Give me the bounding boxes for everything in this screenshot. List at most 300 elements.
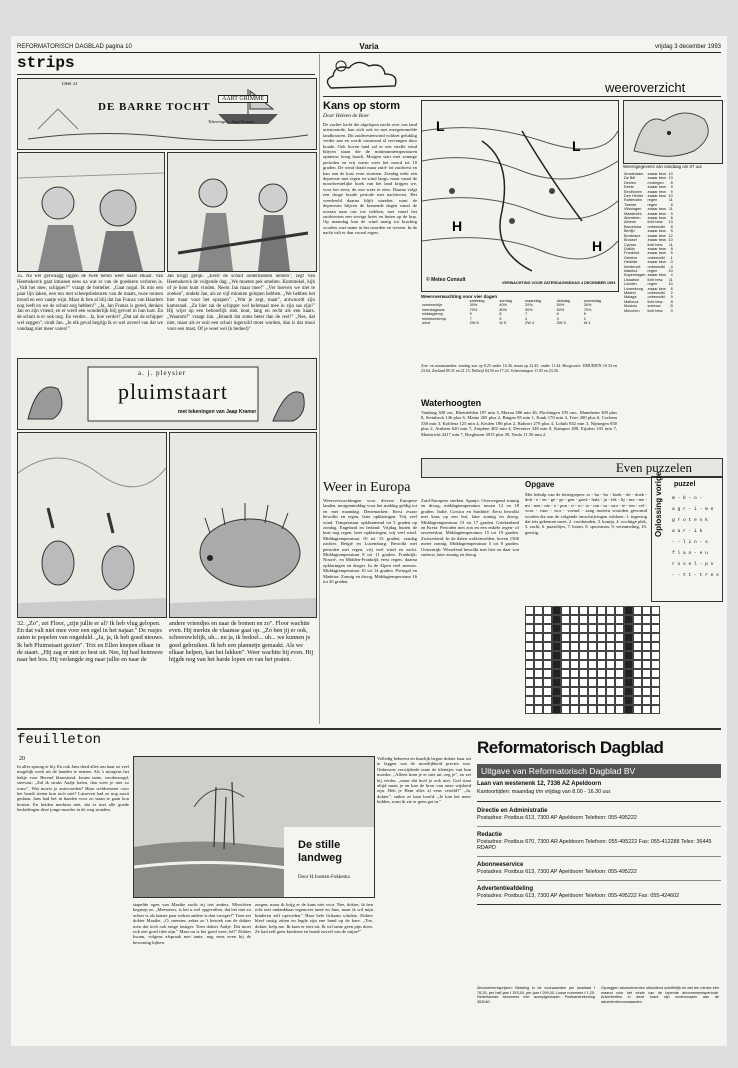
puzzle-cell[interactable]	[543, 624, 552, 633]
puzzle-cell[interactable]	[543, 696, 552, 705]
city-condition: onbewolkt	[647, 290, 665, 295]
puzzle-cell[interactable]	[570, 669, 579, 678]
feuilleton-col2b: zorgen, maar ik krijg er de kans niet voor. Nee, dokter, ik ben echt niet ondankbaar tegenover tante en Jans, maar ik wil mijn kinderen zelf opvoeden." Haar hele lichaam schokte. Dokter bleef rustig zitten en legde zijn ene hand op de hare. „Toe, dokter, help me. Ik kom er niet uit. Ik wil tante geen pijn doen. Ze had zelf geen kinderen en houdt zoveel van de mijne!"	[255, 902, 373, 935]
puzzle-cell[interactable]	[606, 696, 615, 705]
colophon-divider	[477, 904, 721, 905]
forecast-value: ZW 5	[556, 321, 566, 326]
colophon-section-line: Postadres: Postbus 613, 7300 AP Apeldoorn Telefoon: 055-495222 Fax: 055-424602	[477, 893, 680, 899]
puzzle-cell[interactable]	[570, 624, 579, 633]
city-temp: 0	[670, 308, 673, 313]
city-condition: zwaar bew.	[647, 273, 667, 278]
puzzle-cell[interactable]	[597, 642, 606, 651]
puzzle-cell[interactable]	[552, 705, 561, 714]
forecast-day: maandag	[525, 299, 541, 303]
puzzle-cell[interactable]	[561, 615, 570, 624]
puzzle-cell[interactable]	[597, 696, 606, 705]
puzzle-cell[interactable]	[642, 615, 651, 624]
forecast-day: woensdag	[583, 299, 602, 303]
puzzle-cell[interactable]	[552, 687, 561, 696]
puzzle-cell[interactable]	[534, 696, 543, 705]
puzzle-cell[interactable]	[588, 678, 597, 687]
puzzle-cell[interactable]	[534, 633, 543, 642]
puzzle-cell[interactable]	[615, 624, 624, 633]
puzzle-cell[interactable]	[597, 705, 606, 714]
svg-text:L: L	[572, 138, 581, 154]
puzzle-cell[interactable]	[561, 678, 570, 687]
city-temp: 8	[670, 180, 673, 185]
colophon-section	[477, 832, 721, 851]
puzzle-cell[interactable]	[615, 696, 624, 705]
city-condition: zwaar bew.	[647, 176, 667, 181]
puzzle-cell[interactable]	[543, 642, 552, 651]
forecast-value: 7	[525, 312, 528, 317]
puzzle-cell[interactable]	[642, 633, 651, 642]
feuilleton-col2: stapelde ogen van Maaike zocht zij iets anders. Misschien begreep ze. „Meesteres, is het u wel opgevallen, dat het niet zo achter is als laatste paar weken andere is dan vroeger?" Toen zei dokter Maaike. „O, meester, zeker zo 't bezoek van de dokter toen dat toch ook enige lastiger. Toen dokter Aadje. Dat moet ook een goed idee zijn." Maar nu is het goed weer, hè!" Dokter kwam, volgens afspraak met tante, nog eens even bij de bewoning kijken.	[133, 902, 251, 945]
puzzle-cell[interactable]	[642, 669, 651, 678]
city-condition: zwaar bew.	[647, 194, 667, 199]
colophon-fine-print-left: Abonnementsprijzen: Betaling in de voorwaarden per kwartaal f 78,25, per half jaar f 153,50, per jaar f 299,00. Losse nummers f 1,25. Nederlandse abonnees met acceptgirokaart. Postbankrekening 353040.	[477, 986, 595, 1004]
city-condition: zwaar bew.	[647, 172, 667, 176]
puzzle-cell[interactable]	[534, 678, 543, 687]
puzzle-cell[interactable]	[633, 651, 642, 660]
colophon-section	[477, 886, 721, 899]
puzzle-cell[interactable]	[543, 669, 552, 678]
puzzle-cell[interactable]	[579, 633, 588, 642]
puzzle-cell[interactable]	[525, 660, 534, 669]
puzzle-cell[interactable]	[606, 606, 615, 615]
puzzle-cell[interactable]	[606, 705, 615, 714]
puzzle-cell[interactable]	[651, 633, 660, 642]
city-name: Cyprus	[624, 242, 637, 247]
puzzle-cell[interactable]	[588, 624, 597, 633]
feuilleton-photo	[133, 756, 375, 898]
puzzle-cell[interactable]	[606, 642, 615, 651]
puzzle-cell[interactable]	[588, 669, 597, 678]
puzzle-cell[interactable]	[606, 660, 615, 669]
city-name: Maastricht	[624, 211, 642, 216]
puzzle-cell[interactable]	[633, 678, 642, 687]
puzzle-cell[interactable]	[579, 705, 588, 714]
puzzle-cell[interactable]	[525, 615, 534, 624]
puzzle-cell[interactable]	[525, 651, 534, 660]
puzzle-cell[interactable]	[597, 660, 606, 669]
puzzle-cell[interactable]	[543, 687, 552, 696]
puzzle-cell[interactable]	[642, 624, 651, 633]
puzzle-cell[interactable]	[642, 660, 651, 669]
puzzle-cell[interactable]	[633, 660, 642, 669]
puzzle-cell[interactable]	[606, 633, 615, 642]
puzzle-cell[interactable]	[588, 642, 597, 651]
puzzle-cell[interactable]	[633, 606, 642, 615]
puzzle-cell[interactable]	[597, 606, 606, 615]
puzzle-cell[interactable]	[615, 705, 624, 714]
puzzle-cell[interactable]	[651, 687, 660, 696]
puzzle-cell[interactable]	[552, 624, 561, 633]
puzzle-cell[interactable]	[543, 705, 552, 714]
puzzle-cell[interactable]	[642, 642, 651, 651]
puzzle-cell[interactable]	[633, 705, 642, 714]
puzzle-cell[interactable]	[624, 705, 633, 714]
city-name: Istanbul	[624, 268, 638, 273]
barre-tocht-drawing-2	[167, 152, 317, 272]
puzzle-cell[interactable]	[534, 705, 543, 714]
puzzle-cell[interactable]	[543, 615, 552, 624]
oplossing-line: a g r - i - m e	[672, 507, 714, 512]
puzzle-cell[interactable]	[588, 660, 597, 669]
puzzle-cell[interactable]	[534, 660, 543, 669]
map-caption: VERWACHTING VOOR ZATERDAGMIDDAG 4 DECEMBER 1993	[502, 281, 616, 285]
waterhoogten-body: Vandaag 308 cm., Rheinfelden 197 min 3, Maxau 386 min 26, Plochingen 195 onv., Mannheim 309 plus 8, Steinbach 146 plus 6, Mainz 265 plus 2, Bingen 95 min 1, Kaub 170 min 4, Trier 200 plus 6, Cochem 338 min 3, Koblenz 125 min 4, Keulen 186 plus 2, Ruhrort 279 plus 4, Lobith 832 min 3, Nijmegen 830 plus 2, Arnhem 620 min 7, Zutphen 482 min 4, Deventer 348 min 8, Kampen 288, Eijsden 103 min 7, Maastricht 4417 min 7, Borgharen 3915 plus 39, Venlo 11.50 min 2.	[421, 410, 617, 437]
puzzle-cell[interactable]	[525, 687, 534, 696]
city-name: Eelde	[624, 185, 634, 190]
puzzle-cell[interactable]	[543, 678, 552, 687]
header-section: Varia	[359, 42, 379, 51]
feuilleton-number: 20	[19, 756, 25, 762]
city-name: Genève	[624, 255, 638, 260]
puzzle-cell[interactable]	[651, 642, 660, 651]
city-temp: 5	[670, 229, 673, 234]
city-condition: zwaar bew.	[647, 185, 667, 190]
colophon-section-line: Postadres: Postbus 670, 7300 AR Apeldoorn Telefoon: 055-495222 Fax: 055-412288 Telex: 36445 RDAPD	[477, 839, 712, 851]
puzzle-cell[interactable]	[579, 606, 588, 615]
city-name: Lissabon	[624, 277, 640, 282]
puzzle-cell[interactable]	[624, 606, 633, 615]
barre-tocht-text-1: 35. Na wel gerwaagg liggen de twee beton weer naast elkaar. Van Heemskerck gaat intussen eens na wat er van de goederen verloren is. „Valt het mee, schipper?" vraagt de botteller. „Gaat nogal. Ik mis een paar lijn laken, een ton met scheepsbeleuren van de maats, twee tonnen brood en een vaatje wijn. Maar ik ben al blij dat Jan Fransz van Haarlem nog leeft en we de schuit nog hebben!" „Ja, Jan Fransz is gered, denken Jan en zijn vriend, en er werd een wonderlijk blij gevoel in hun hart. En de schuit is er ook nog. En verder... Ja, hoe verder? „Dat zal de schipper wel zeggen", vindt Jan. „In elk geval begrijp ik er wel zoveel van dat we vandaag niet meer varen!"	[17, 274, 163, 333]
feuilleton-novel-author: Door H.Joosten-Fokkema	[298, 875, 350, 880]
colophon-section-title: Directie en Administratie	[477, 808, 548, 814]
puzzle-cell[interactable]	[570, 615, 579, 624]
newspaper-page	[11, 36, 727, 1046]
forecast-value: 50%	[556, 303, 565, 308]
puzzle-cell[interactable]	[633, 642, 642, 651]
forecast-table	[421, 294, 617, 362]
city-condition: zwaar bew.	[647, 229, 667, 234]
city-weather-grid	[623, 172, 674, 313]
even-puzzelen-banner	[421, 458, 723, 478]
puzzle-cell[interactable]	[651, 705, 660, 714]
map-credit: © Meteo Consult	[426, 277, 466, 283]
colophon-hours: Kantoortijden: maandag t/m vrijdag van 8.00 - 16.30 uur.	[477, 789, 612, 795]
sailors-drawing	[18, 153, 164, 271]
waterhoogten-title: Waterhoogten	[421, 398, 482, 408]
city-name: Dublin	[624, 246, 635, 251]
puzzle-cell[interactable]	[606, 624, 615, 633]
city-temp: 5	[670, 251, 673, 256]
puzzle-cell[interactable]	[525, 705, 534, 714]
puzzle-cell[interactable]	[534, 615, 543, 624]
puzzle-cell[interactable]	[624, 687, 633, 696]
puzzle-cell[interactable]	[624, 642, 633, 651]
column-divider	[319, 54, 320, 724]
puzzle-cell[interactable]	[597, 633, 606, 642]
puzzle-cell[interactable]	[543, 633, 552, 642]
ship-illustration	[18, 79, 316, 149]
puzzle-cell[interactable]	[561, 633, 570, 642]
puzzle-cell[interactable]	[561, 660, 570, 669]
city-name: Twente	[624, 202, 637, 207]
city-name: Innsbruck	[624, 264, 641, 269]
city-name: Barcelona	[624, 224, 642, 229]
city-condition: regen	[647, 198, 658, 203]
puzzle-cell[interactable]	[534, 687, 543, 696]
feuilleton-col3: Volledig beheerst en haarlijk begon dokter haar uit te leggen wat de moeilijkheid precies was. Onbewust verwijderde tante de kleintjes van hun moeder. „Alleen kom je er niet uit, zeg je", zo zei hij verder, „maar dat hoef je ook niet. God staat altijd naast je en kan de bron van onze wijsheid zijn. Heb je Hem alles al eens verteld?" „Ja, dokter", snikte ze haar hoofd. „Je kan het meer bidden, want ik zie er geen gat in."	[377, 756, 471, 805]
city-condition: onbewolkt	[647, 264, 665, 269]
forecast-row-label: wind	[422, 321, 430, 326]
puzzle-cell[interactable]	[642, 651, 651, 660]
puzzle-cell[interactable]	[552, 660, 561, 669]
city-temp: 8	[670, 202, 673, 207]
pluimstaart-title: pluimstaart	[118, 379, 228, 404]
svg-text:L: L	[436, 118, 445, 134]
puzzle-cell[interactable]	[651, 678, 660, 687]
city-table-title: Weersgegevens van vandaag om 07 uur	[623, 164, 703, 169]
barre-tocht-drawing-1	[17, 152, 165, 272]
puzzle-cell[interactable]	[597, 687, 606, 696]
puzzel-section-label: Even puzzelen	[615, 460, 692, 475]
puzzle-cell[interactable]	[606, 678, 615, 687]
puzzle-cell[interactable]	[615, 633, 624, 642]
puzzle-cell[interactable]	[588, 615, 597, 624]
puzzle-cell[interactable]	[588, 633, 597, 642]
puzzle-cell[interactable]	[561, 606, 570, 615]
colophon-divider	[477, 880, 721, 881]
puzzle-cell[interactable]	[552, 606, 561, 615]
city-condition: zwaar bew.	[647, 216, 667, 221]
city-name: De Bilt	[624, 176, 636, 181]
puzzle-cell[interactable]	[597, 624, 606, 633]
colophon-section	[477, 862, 721, 875]
puzzle-cell[interactable]	[534, 606, 543, 615]
city-name: Luxemburg	[624, 286, 643, 291]
puzzle-cell[interactable]	[570, 678, 579, 687]
puzzle-cell[interactable]	[606, 687, 615, 696]
puzzle-cell[interactable]	[534, 642, 543, 651]
puzzle-cell[interactable]	[543, 660, 552, 669]
puzzle-cell[interactable]	[561, 624, 570, 633]
puzzle-cell[interactable]	[552, 615, 561, 624]
puzzle-cell[interactable]	[633, 687, 642, 696]
puzzle-cell[interactable]	[570, 696, 579, 705]
puzzle-cell[interactable]	[525, 696, 534, 705]
europe-outline	[624, 101, 722, 163]
puzzle-cell[interactable]	[588, 696, 597, 705]
puzzle-cell[interactable]	[588, 687, 597, 696]
forecast-value: 70%	[583, 307, 592, 312]
puzzle-cell[interactable]	[615, 651, 624, 660]
puzzle-cell[interactable]	[588, 651, 597, 660]
city-row	[623, 309, 674, 313]
puzzle-cell[interactable]	[624, 651, 633, 660]
puzzle-cell[interactable]	[561, 651, 570, 660]
puzzle-cell[interactable]	[570, 633, 579, 642]
city-temp: 11	[668, 277, 673, 282]
puzzle-cell[interactable]	[579, 615, 588, 624]
city-temp: 9	[670, 295, 673, 300]
city-condition: onbewolkt	[647, 295, 665, 300]
city-temp: 11	[668, 242, 673, 247]
city-condition: licht bew.	[647, 242, 664, 247]
pluimstaart-drawing-1	[17, 432, 167, 618]
puzzle-cell[interactable]	[579, 669, 588, 678]
city-temp: 8	[670, 246, 673, 251]
city-temp: 2	[670, 290, 673, 295]
colophon-section-title: Abonneeservice	[477, 862, 524, 868]
puzzle-cell[interactable]	[651, 615, 660, 624]
colophon-section-title: Redactie	[477, 832, 503, 838]
puzzle-cell[interactable]	[579, 696, 588, 705]
puzzle-cell[interactable]	[579, 678, 588, 687]
puzzle-cell[interactable]	[633, 615, 642, 624]
puzzle-cell[interactable]	[561, 642, 570, 651]
city-temp: 4	[670, 273, 673, 278]
puzzle-cell[interactable]	[525, 633, 534, 642]
puzzle-cell[interactable]	[615, 669, 624, 678]
forecast-value: 4	[525, 316, 528, 321]
oplossing-label: Oplossing vorige	[654, 471, 663, 537]
puzzle-cell[interactable]	[615, 687, 624, 696]
puzzle-cell[interactable]	[552, 633, 561, 642]
puzzle-cell[interactable]	[633, 624, 642, 633]
city-name: Frankfurt	[624, 251, 640, 256]
puzzle-cell[interactable]	[534, 651, 543, 660]
puzzle-cell[interactable]	[588, 606, 597, 615]
city-temp: 10	[668, 194, 673, 199]
puzzle-cell[interactable]	[642, 678, 651, 687]
puzzle-cell[interactable]	[642, 696, 651, 705]
puzzle-cell[interactable]	[570, 642, 579, 651]
feuilleton-section-label: feuilleton	[17, 732, 102, 748]
oplossing-lines	[672, 493, 720, 581]
forecast-value: 80%	[499, 307, 507, 312]
puzzle-cell[interactable]	[534, 624, 543, 633]
puzzle-cell[interactable]	[615, 642, 624, 651]
forecast-day: zaterdag	[469, 299, 485, 303]
weer-europa-col1: Weersverwachtingen voor diverse Europese landen, morgenmiddag voor het middag geldig tot en met maandag. Denemarken: Eerst zwaar bewolkt en regen, later opklaringen. Vrij veel wind. Temperatuur opklimmend tot 5 graden op zondag. Engeland en Ierland: Vrijdag buiten de kust nog regen, later opklaringen, vrij veel wind. Middagtemperatuur 10 tot 13 graden, zondag zachter. België en Luxemburg: Bewolkt met perioden met regen, vrij veel wind en zacht. Middagtemperatuur 8 tot 11 graden. Frankrijk: Noord-, en Midden-Frankrijk eerst regen, daarna opklaringen en droger. In de Alpen veel sneeuw. Middagtemperatuur 10 tot 14 graden. Portugal en Madeira: Zonnig en droog. Middagtemperatuur 16 tot 20 graden.	[323, 498, 417, 585]
puzzle-cell[interactable]	[597, 615, 606, 624]
puzzle-cell[interactable]	[588, 705, 597, 714]
colophon-fine-print-right: Opzeggen abonnementen uitsluitend schriftelijk en wel ten minste één maand vóór het einde van de lopende abonnementsperiode. Advertenties in deze krant zijn onderworpen aan de advertentievoorwaarden.	[601, 986, 719, 1004]
puzzle-cell[interactable]	[633, 669, 642, 678]
puzzle-cell[interactable]	[624, 633, 633, 642]
puzzle-cell[interactable]	[651, 624, 660, 633]
puzzle-cell[interactable]	[624, 696, 633, 705]
puzzle-cell[interactable]	[624, 615, 633, 624]
puzzle-cell[interactable]	[651, 606, 660, 615]
puzzle-cell[interactable]	[570, 687, 579, 696]
puzzle-cell[interactable]	[606, 651, 615, 660]
puzzle-cell[interactable]	[525, 642, 534, 651]
forecast-value: 7	[469, 316, 472, 321]
puzzle-cell[interactable]	[624, 624, 633, 633]
puzzle-cell[interactable]	[651, 696, 660, 705]
puzzle-cell[interactable]	[606, 669, 615, 678]
puzzle-cell[interactable]	[642, 606, 651, 615]
puzzle-cell[interactable]	[525, 624, 534, 633]
puzzle-cell[interactable]	[552, 678, 561, 687]
city-condition: zwaar bew.	[647, 238, 667, 243]
opgave-body: Met behulp van de lettergrepen: ar - ba - bo - boek - de - doek - doh - e - en - ge - ge - gen - goed - hula - ja - lek - lij - ma - me - mi - nen - nie - o - pon - ri - ro - ro - ron - sa - stro - te - ten - vel - voor - vuur - wor - vormd - zang moeten woorden gevormd worden die aan de volgende omschrijvingen voldoen: 1. ingeving dat iets gebeuren moet, 2. voorhanden, 3. konijn, 4. vochtige plek, 5. zacht, 6. puzzeltjes, 7. boom, 8. sportsman, 9. verzameling, 10. geestig.	[525, 492, 647, 535]
puzzle-cell[interactable]	[615, 615, 624, 624]
puzzle-cell[interactable]	[570, 705, 579, 714]
city-temp: 10	[668, 176, 673, 181]
puzzle-cell[interactable]	[579, 687, 588, 696]
puzzle-cell[interactable]	[525, 678, 534, 687]
puzzle-cell[interactable]	[525, 669, 534, 678]
puzzle-cell[interactable]	[642, 705, 651, 714]
city-condition: licht bew.	[647, 308, 664, 313]
city-condition: regen	[647, 268, 658, 273]
isobar-map	[422, 101, 618, 291]
city-temp: 9	[670, 189, 673, 194]
city-condition: onbewolkt	[647, 255, 665, 260]
forecast-value: ZW 6	[469, 321, 479, 326]
puzzle-cell[interactable]	[552, 651, 561, 660]
puzzle-cell[interactable]	[570, 606, 579, 615]
puzzle-cell[interactable]	[642, 687, 651, 696]
puzzle-cell[interactable]	[570, 651, 579, 660]
puzzle-cell[interactable]	[624, 669, 633, 678]
pluimstaart-title-panel	[17, 358, 317, 430]
puzzle-cell[interactable]	[633, 696, 642, 705]
puzzle-cell[interactable]	[615, 606, 624, 615]
barre-tocht-author: AART GRIMME	[218, 95, 268, 103]
puzzle-cell[interactable]	[651, 660, 660, 669]
city-temp: 8	[670, 224, 673, 229]
puzzle-cell[interactable]	[561, 696, 570, 705]
forecast-value: 8	[499, 312, 502, 317]
forecast-value: ZW 4	[525, 321, 535, 326]
puzzle-cell[interactable]	[624, 678, 633, 687]
puzzle-cell[interactable]	[615, 660, 624, 669]
puzzle-cell[interactable]	[597, 669, 606, 678]
forecast-value: 30%	[583, 303, 592, 308]
puzzle-cell[interactable]	[543, 651, 552, 660]
puzzle-cell[interactable]	[606, 615, 615, 624]
city-row	[623, 185, 674, 189]
puzzle-cell[interactable]	[579, 624, 588, 633]
wood-gathering-drawing	[168, 153, 316, 271]
puzzle-cell[interactable]	[561, 705, 570, 714]
svg-text:H: H	[452, 218, 463, 234]
oplossing-line: r o s e l - p o	[672, 562, 714, 567]
puzzle-cell[interactable]	[534, 669, 543, 678]
puzzle-cell[interactable]	[552, 696, 561, 705]
city-condition: zwaar bew.	[647, 260, 667, 265]
weer-europa-title: Weer in Europa	[323, 480, 411, 495]
puzzle-cell[interactable]	[624, 660, 633, 669]
puzzle-cell[interactable]	[651, 651, 660, 660]
puzzle-cell[interactable]	[570, 660, 579, 669]
city-name: Den Helder	[624, 194, 644, 199]
puzzle-cell[interactable]	[597, 651, 606, 660]
puzzle-cell[interactable]	[525, 606, 534, 615]
puzzle-cell[interactable]	[561, 669, 570, 678]
forecast-row	[421, 321, 617, 325]
puzzle-cell[interactable]	[615, 678, 624, 687]
puzzle-cell[interactable]	[579, 642, 588, 651]
puzzle-cell[interactable]	[651, 669, 660, 678]
city-condition: onbewolkt	[647, 224, 665, 229]
puzzle-cell[interactable]	[552, 669, 561, 678]
puzzle-cell[interactable]	[597, 678, 606, 687]
puzzle-cell[interactable]	[579, 660, 588, 669]
pluimstaart-author: a. j. pleysier	[138, 369, 187, 377]
puzzle-cell[interactable]	[579, 651, 588, 660]
puzzle-cell[interactable]	[633, 633, 642, 642]
puzzle-cell[interactable]	[552, 642, 561, 651]
puzzle-cell[interactable]	[561, 687, 570, 696]
puzzle-cell[interactable]	[543, 606, 552, 615]
